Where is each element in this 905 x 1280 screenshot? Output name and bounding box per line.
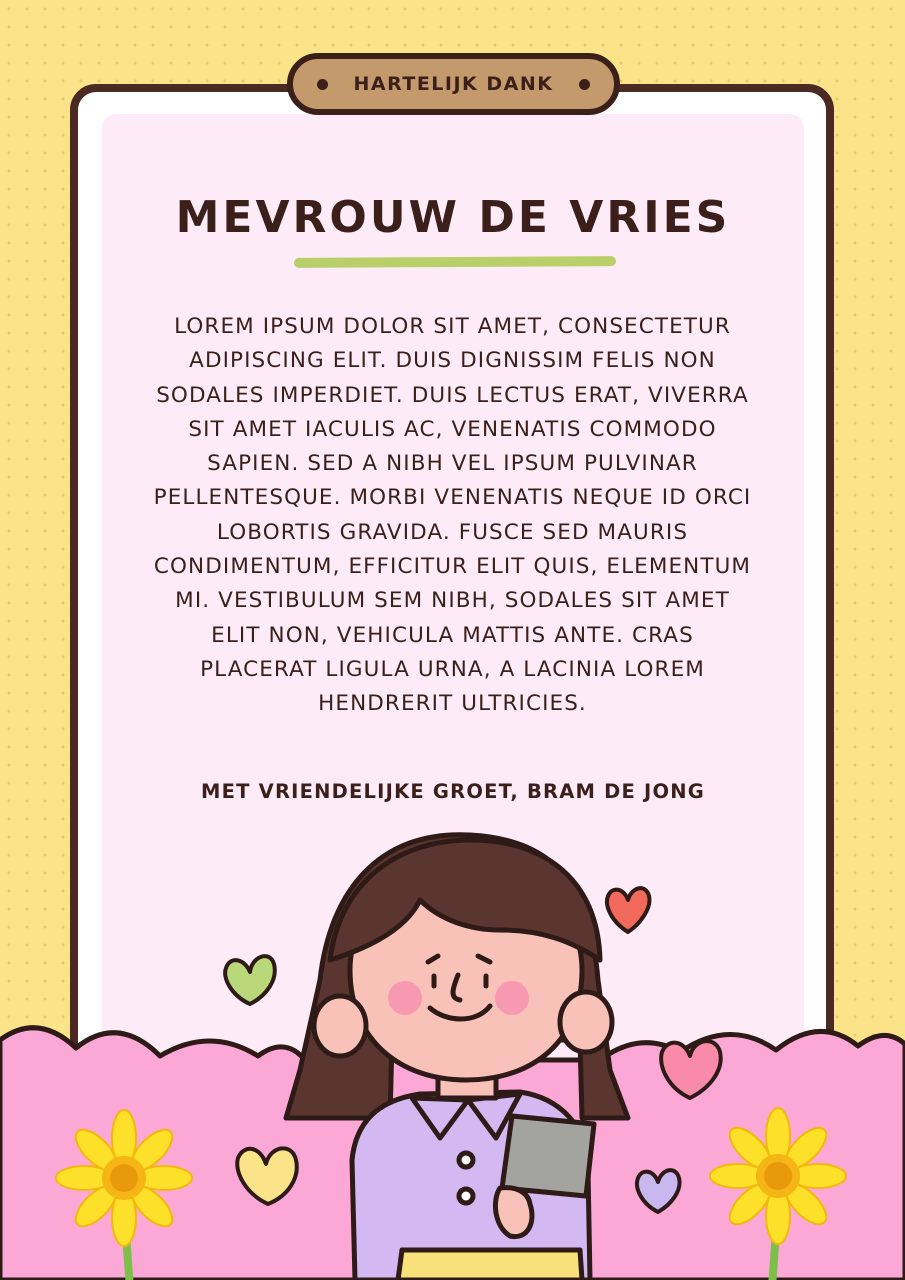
heart-icon bbox=[607, 888, 649, 932]
card-body-text: LOREM IPSUM DOLOR SIT AMET, CONSECTETUR ADIPISCING ELIT. DUIS DIGNISSIM FELIS NON SODALES IMPERDIET. DUIS LECTUS ERAT, VIVERRA SIT AMET IACULIS AC, VENENATIS COMMODO SAPIEN. SED A NIBH VEL IPSUM PULVINAR PELLENTESQUE. MORBI VENENATIS NEQUE ID ORCI LOBORTIS GRAVIDA. FUSCE SED MAURIS CONDIMENTUM, EFFICITUR ELIT QUIS, ELEMENTUM MI. VESTIBULUM SEM NIBH, SODALES SIT AMET ELIT NON, VEHICULA MATTIS ANTE. CRAS PLACERAT LIGULA URNA, A LACINIA LOREM HENDRERIT ULTRICIES. bbox=[153, 314, 752, 717]
thank-you-badge bbox=[287, 53, 620, 115]
badge-dot-icon bbox=[579, 79, 590, 90]
badge-label: HARTELIJK DANK bbox=[353, 73, 554, 95]
card-title: MEVROUW DE VRIES bbox=[175, 192, 731, 243]
card-signoff: MET VRIENDELIJKE GROET, BRAM DE JONG bbox=[201, 780, 705, 803]
heart-icon bbox=[225, 956, 275, 1004]
badge-dot-icon bbox=[317, 79, 328, 90]
